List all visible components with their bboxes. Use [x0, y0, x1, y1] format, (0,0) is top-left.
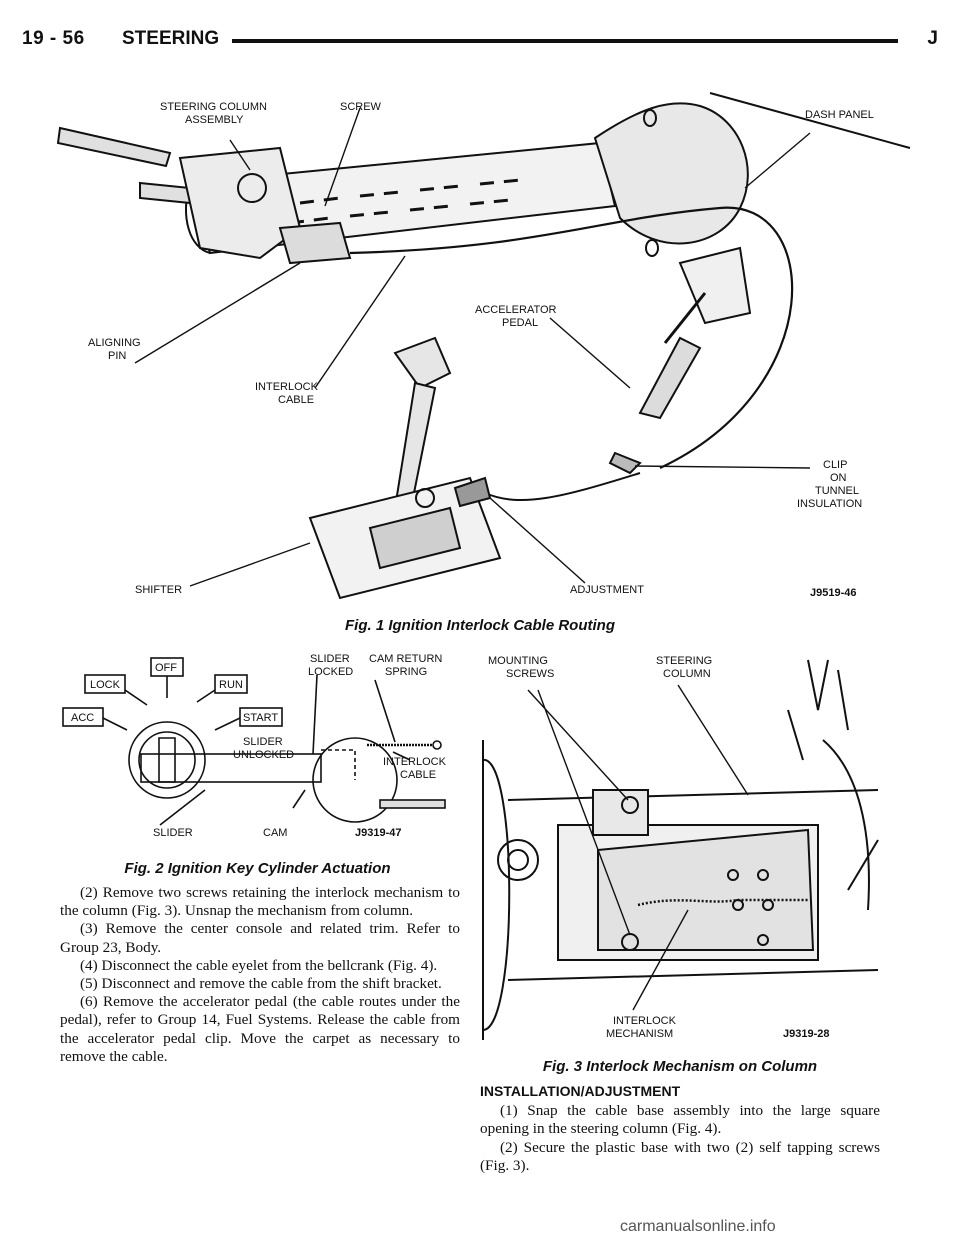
fig2-label-slider-locked: SLIDER: [310, 653, 350, 665]
label-interlock-cable: INTERLOCK: [255, 381, 318, 393]
fig3-label-mounting-2: SCREWS: [506, 668, 555, 680]
label-clip-2: ON: [830, 472, 847, 484]
step-3: (3) Remove the center console and related trim. Refer to Group 23, Body.: [60, 920, 460, 956]
fig2-label-start: START: [243, 712, 279, 724]
label-clip-3: TUNNEL: [815, 485, 860, 497]
fig3-label-mechanism: INTERLOCK: [613, 1015, 676, 1027]
step-5: (5) Disconnect and remove the cable from the shift bracket.: [80, 975, 442, 993]
installation-heading: INSTALLATION/ADJUSTMENT: [480, 1083, 681, 1099]
label-accelerator-pedal: ACCELERATOR: [475, 304, 557, 316]
label-aligning-pin-2: PIN: [108, 350, 127, 362]
section-title: STEERING: [122, 28, 220, 49]
label-steering-column: STEERING COLUMN: [160, 101, 267, 113]
fig2-label-cam: CAM: [263, 827, 288, 839]
fig3-label-mounting: MOUNTING: [488, 655, 548, 667]
fig2-label-off: OFF: [155, 662, 177, 674]
fig2-label-interlock-cable-2: CABLE: [400, 769, 437, 781]
fig2-label-run: RUN: [219, 679, 243, 691]
fig2-label-interlock-cable: INTERLOCK: [383, 756, 446, 768]
label-aligning-pin: ALIGNING: [88, 337, 141, 349]
label-clip-4: INSULATION: [797, 498, 863, 510]
watermark: carmanualsonline.info: [620, 1218, 776, 1235]
fig3-label-steering-2: COLUMN: [663, 668, 711, 680]
fig3-illustration: [478, 650, 888, 1050]
left-column-text: [60, 884, 460, 1066]
install-step-1: (1) Snap the cable base assembly into the large square opening in the steering column (Fig. 4).: [480, 1102, 880, 1138]
fig2-label-slider-unlocked: SLIDER: [243, 736, 283, 748]
fig2-label-cam-spring: CAM RETURN: [369, 653, 443, 665]
step-4: (4) Disconnect the cable eyelet from the bellcrank (Fig. 4).: [80, 956, 438, 974]
page-header: [22, 20, 938, 60]
label-adjustment: ADJUSTMENT: [570, 584, 644, 596]
fig1-illustration: [40, 88, 920, 613]
label-dash-panel: DASH PANEL: [805, 109, 874, 121]
fig3-code: J9319-28: [783, 1028, 830, 1040]
page-number: 19 - 56: [22, 28, 85, 49]
step-2: (2) Remove two screws retaining the interlock mechanism to the column (Fig. 3). Unsnap the mechanism from column.: [60, 884, 460, 920]
install-step-2: (2) Secure the plastic base with two (2) self tapping screws (Fig. 3).: [480, 1138, 880, 1174]
label-screw: SCREW: [340, 101, 381, 113]
label-clip: CLIP: [823, 459, 848, 471]
fig2-label-cam-spring-2: SPRING: [385, 666, 428, 678]
fig2-label-slider: SLIDER: [153, 827, 193, 839]
fig1-code: J9519-46: [810, 587, 857, 599]
step-6: (6) Remove the accelerator pedal (the cable routes under the pedal), refer to Group 14, Fuel Systems. Release the cable from the accelerator pedal clip. Move the carpet as necessary to remove the cable.: [60, 993, 460, 1065]
label-shifter: SHIFTER: [135, 584, 183, 596]
fig2-label-slider-locked-2: LOCKED: [308, 666, 354, 678]
fig3-label-mechanism-2: MECHANISM: [606, 1028, 674, 1040]
fig2-caption: Fig. 2 Ignition Key Cylinder Actuation: [124, 860, 391, 877]
fig2-label-acc: ACC: [71, 712, 95, 724]
header-code: J: [927, 28, 938, 49]
fig2-label-lock: LOCK: [90, 679, 120, 691]
label-steering-column-2: ASSEMBLY: [185, 114, 244, 126]
fig3-caption: Fig. 3 Interlock Mechanism on Column: [542, 1058, 818, 1075]
fig2-label-slider-unlocked-2: UNLOCKED: [233, 749, 295, 761]
fig1-caption: Fig. 1 Ignition Interlock Cable Routing: [345, 617, 615, 634]
fig3-label-steering: STEERING: [656, 655, 713, 667]
right-column-text: [480, 1082, 880, 1175]
fig2-code: J9319-47: [355, 827, 402, 839]
fig2-illustration: [55, 650, 460, 840]
header-rule: [232, 39, 898, 43]
label-accelerator-pedal-2: PEDAL: [502, 317, 539, 329]
label-interlock-cable-2: CABLE: [278, 394, 315, 406]
